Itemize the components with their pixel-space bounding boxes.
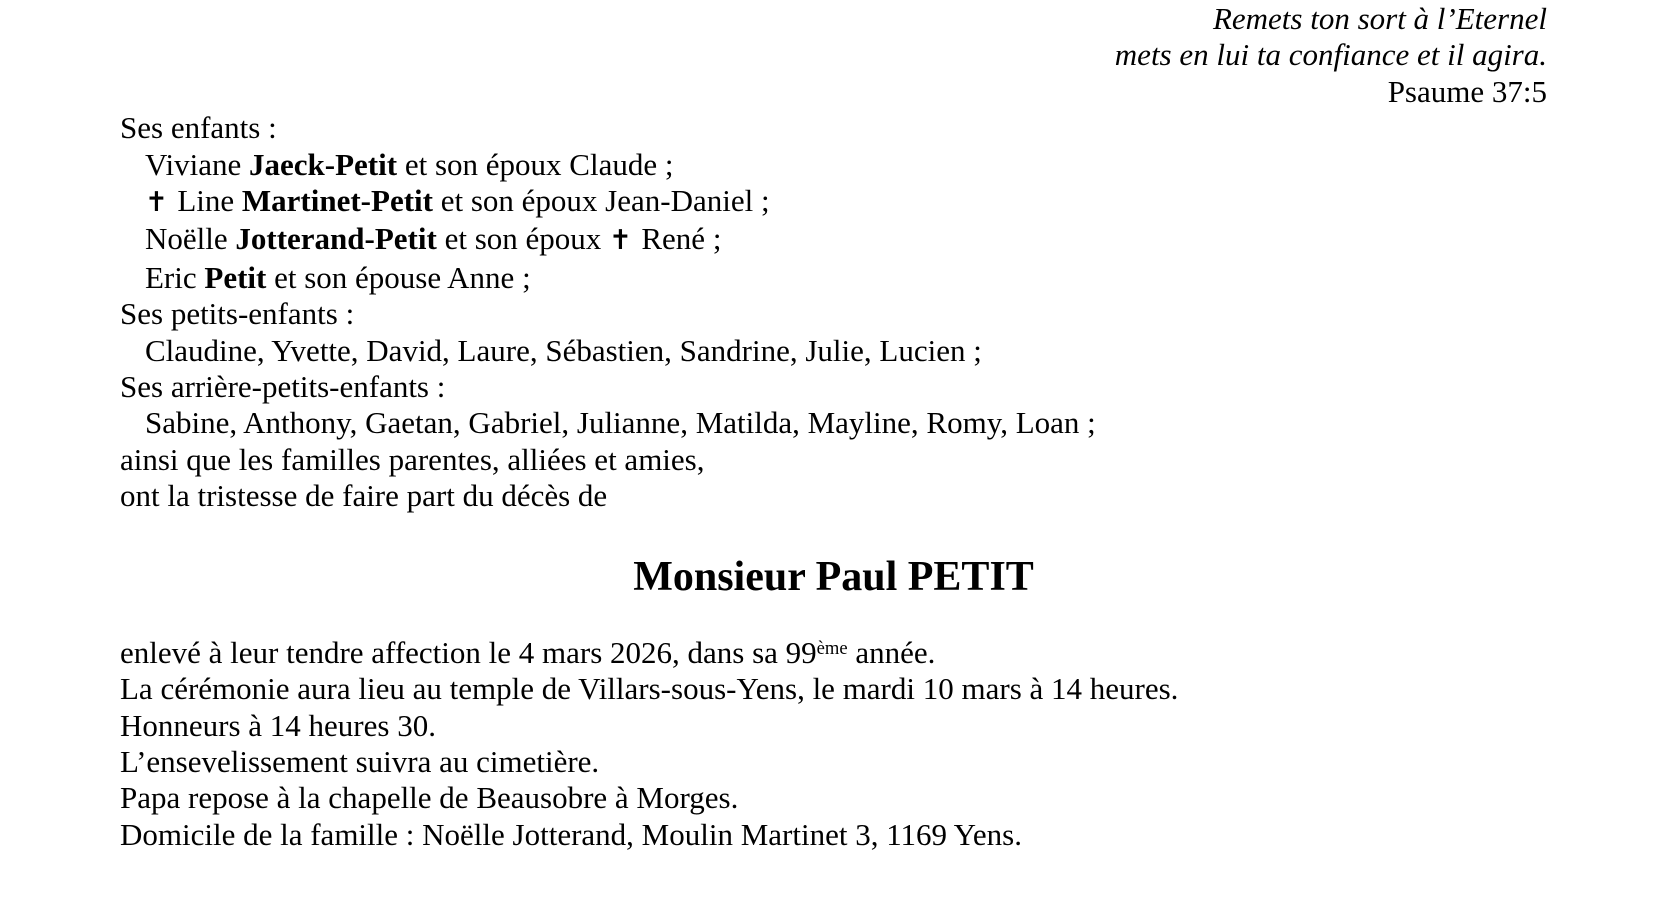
family-surname-bold: Petit: [204, 259, 267, 295]
text-segment: et son époux Jean-Daniel ;: [432, 183, 770, 219]
text-segment: Eric: [145, 259, 205, 295]
text-segment: année.: [847, 634, 936, 670]
section-heading-great-grandchildren: Ses arrière-petits-enfants :: [120, 369, 446, 405]
text-segment: enlevé à leur tendre affection le 4 mars 2026, dans sa 99: [120, 634, 817, 670]
ordinal-superscript: ème: [816, 637, 848, 659]
text-segment: Honneurs à 14 heures 30.: [120, 707, 436, 743]
text-segment: et son époux Claude ;: [397, 146, 674, 182]
deceased-cross-icon: ✝: [145, 187, 178, 219]
announcement-line-death-date: [120, 635, 1547, 671]
family-member-line: [120, 405, 1547, 441]
announcement-line-honors: [120, 708, 1547, 744]
family-surname-bold: Jaeck-Petit: [249, 146, 398, 182]
family-member-line: [120, 333, 1547, 369]
family-member-line: [120, 221, 1547, 259]
closing-line-announcement: ont la tristesse de faire part du décès de: [120, 478, 608, 514]
text-segment: Noëlle: [145, 221, 236, 257]
epigraph-reference: Psaume 37:5: [1387, 73, 1547, 109]
family-member-line: [120, 260, 1547, 296]
text-segment: La cérémonie aura lieu au temple de Villars-sous-Yens, le mardi 10 mars à 14 heures.: [120, 671, 1179, 707]
text-segment: et son épouse Anne ;: [266, 259, 531, 295]
ceremony-details: [120, 635, 1547, 853]
family-surname-bold: Martinet-Petit: [241, 183, 433, 219]
epigraph-line-1: Remets ton sort à l’Eternel: [1212, 1, 1547, 36]
announcement-line-ceremony: [120, 671, 1547, 707]
epigraph: [120, 1, 1547, 110]
deceased-name-title: Monsieur Paul PETIT: [633, 553, 1034, 600]
closing-line-families: ainsi que les familles parentes, alliées et amies,: [120, 441, 705, 477]
deceased-cross-icon: ✝: [609, 225, 642, 257]
text-segment: Papa repose à la chapelle de Beausobre à Morges.: [120, 780, 739, 816]
family-surname-bold: Jotterand-Petit: [235, 221, 437, 257]
family-list: [120, 110, 1547, 442]
text-segment: et son époux: [436, 221, 610, 257]
text-segment: René ;: [641, 221, 722, 257]
announcement-line-burial: [120, 744, 1547, 780]
text-segment: Domicile de la famille : Noëlle Jotterand, Moulin Martinet 3, 1169 Yens.: [120, 816, 1022, 852]
family-member-line: [120, 183, 1547, 221]
announcement-line-chapel: [120, 780, 1547, 816]
text-segment: Viviane: [145, 146, 250, 182]
text-segment: Line: [177, 183, 242, 219]
text-segment: Claudine, Yvette, David, Laure, Sébastien, Sandrine, Julie, Lucien ;: [145, 332, 982, 368]
announcement-line-family-address: [120, 817, 1547, 853]
text-segment: L’ensevelissement suivra au cimetière.: [120, 743, 600, 779]
section-heading-grandchildren: Ses petits-enfants :: [120, 296, 355, 332]
family-member-line: [120, 147, 1547, 183]
epigraph-line-2: mets en lui ta confiance et il agira.: [1114, 37, 1547, 73]
section-heading-children: Ses enfants :: [120, 110, 277, 146]
text-segment: Sabine, Anthony, Gaetan, Gabriel, Julianne, Matilda, Mayline, Romy, Loan ;: [145, 405, 1096, 441]
